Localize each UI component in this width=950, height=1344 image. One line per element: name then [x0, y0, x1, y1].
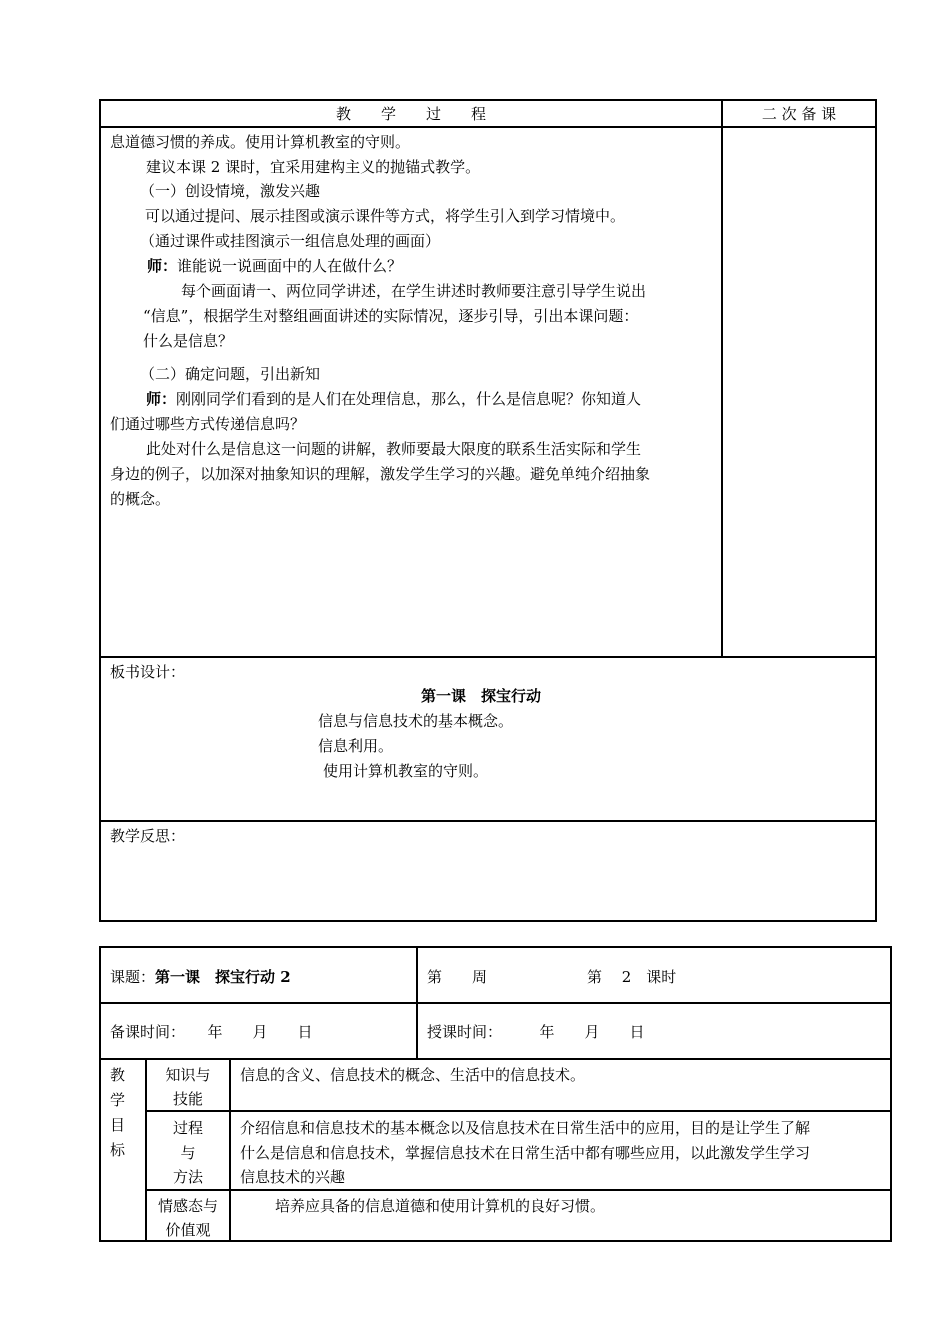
process-line: （二）确定问题，引出新知 — [140, 365, 321, 383]
board-design-label: 板书设计： — [110, 663, 186, 681]
process-line: （通过课件或挂图演示一组信息处理的画面） — [140, 232, 441, 250]
process-line: 可以通过提问、展示挂图或演示课件等方式，将学生引入到学习情境中。 — [145, 207, 626, 225]
process-line: 建议本课 2 课时，宜采用建构主义的抛锚式教学。 — [146, 158, 481, 176]
header-second-prep: 二 次 备 课 — [761, 105, 837, 123]
row-label: 过程 — [172, 1119, 203, 1137]
process-line: 们通过哪些方式传递信息吗？ — [110, 415, 306, 433]
row-content: 培养应具备的信息道德和使用计算机的良好习惯。 — [275, 1197, 606, 1215]
board-line: 信息利用。 — [318, 737, 394, 755]
topic-field — [110, 967, 291, 987]
row-content: 介绍信息和信息技术的基本概念以及信息技术在日常生活中的应用，目的是让学生了解 — [240, 1119, 811, 1137]
reflection-label: 教学反思： — [110, 827, 186, 845]
row-label: 与 — [180, 1144, 196, 1162]
board-title: 第一课 探宝行动 — [421, 687, 542, 705]
process-line: 的概念。 — [110, 490, 171, 508]
teacher-question: 师：谁能说一说画面中的人在做什么？ — [147, 257, 403, 275]
teacher-label: 师： — [146, 390, 177, 408]
row-label: 情感态与 — [157, 1197, 218, 1215]
process-line: （一）创设情境，激发兴趣 — [140, 182, 321, 200]
row-label: 知识与 — [165, 1066, 211, 1084]
header-teaching-process: 教 学 过 程 — [335, 105, 486, 123]
week-field: 第 周 — [427, 968, 488, 986]
row-label: 技能 — [172, 1090, 203, 1108]
row-content: 什么是信息和信息技术，掌握信息技术在日常生活中都有哪些应用，以此激发学生学习 — [240, 1144, 811, 1162]
goals-label-char: 目 — [110, 1116, 126, 1134]
teach-time-field: 授课时间： 年 月 日 — [427, 1023, 645, 1041]
process-line: 每个画面请一、两位同学讲述，在学生讲述时教师要注意引导学生说出 — [181, 282, 647, 300]
row-label: 价值观 — [165, 1221, 211, 1239]
process-line: 身边的例子，以加深对抽象知识的理解，激发学生学习的兴趣。避免单纯介绍抽象 — [110, 465, 651, 483]
row-content: 信息的含义、信息技术的概念、生活中的信息技术。 — [240, 1066, 586, 1084]
row-label: 方法 — [172, 1168, 203, 1186]
row-content: 信息技术的兴趣 — [240, 1168, 346, 1186]
process-line: 此处对什么是信息这一问题的讲解，教师要最大限度的联系生活实际和学生 — [146, 440, 642, 458]
board-line: 信息与信息技术的基本概念。 — [318, 712, 514, 730]
teacher-question: 师：刚刚同学们看到的是人们在处理信息，那么，什么是信息呢？你知道人 — [146, 390, 642, 408]
topic-value: 第一课 探宝行动 2 — [155, 968, 291, 986]
goals-label-char: 标 — [110, 1141, 126, 1159]
teacher-label: 师： — [147, 257, 178, 275]
process-line: 息道德习惯的养成。使用计算机教室的守则。 — [110, 133, 411, 151]
goals-label-char: 学 — [110, 1091, 126, 1109]
prep-time-field: 备课时间： 年 月 日 — [110, 1023, 313, 1041]
process-line: “信息”，根据学生对整组画面讲述的实际情况，逐步引导，引出本课问题： — [143, 307, 639, 325]
topic-label: 课题： — [110, 968, 156, 986]
board-line: 使用计算机教室的守则。 — [323, 762, 489, 780]
period-field: 第 2 课时 — [587, 968, 677, 986]
goals-label-char: 教 — [110, 1066, 126, 1084]
process-line: 什么是信息？ — [143, 332, 234, 350]
